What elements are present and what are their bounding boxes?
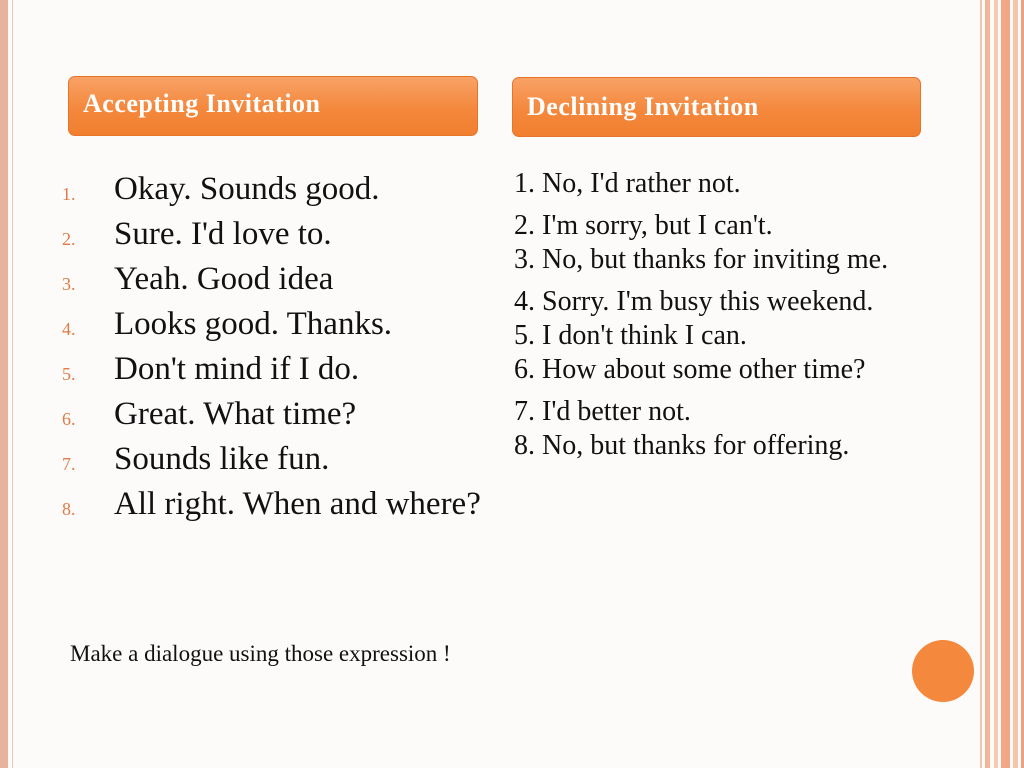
right-stripe-decoration <box>974 0 1024 768</box>
declining-line: 8. No, but thanks for offering. <box>514 430 850 461</box>
accepting-list <box>62 172 482 532</box>
list-number: 1. <box>62 184 76 204</box>
declining-line: 5. I don't think I can. <box>514 320 747 351</box>
declining-line: 7. I'd better not. <box>514 396 691 427</box>
list-item <box>62 307 482 342</box>
declining-group <box>514 209 894 277</box>
list-number: 7. <box>62 454 76 474</box>
left-border-decoration <box>0 0 8 768</box>
declining-group <box>514 395 894 463</box>
list-text: Sure. I'd love to. <box>114 216 332 252</box>
declining-invitation-header <box>512 77 921 137</box>
list-text: Looks good. Thanks. <box>114 306 393 342</box>
list-item <box>62 397 482 432</box>
left-border-line <box>12 0 13 768</box>
declining-group <box>514 167 894 201</box>
list-item <box>62 172 482 207</box>
orange-circle-decoration <box>912 640 974 702</box>
list-number: 6. <box>62 409 76 429</box>
declining-line: 3. No, but thanks for inviting me. <box>514 244 889 275</box>
list-item <box>62 217 482 252</box>
accepting-invitation-header <box>68 76 478 136</box>
accepting-header-label: Accepting Invitation <box>83 89 321 118</box>
declining-list <box>514 167 894 471</box>
declining-group <box>514 285 894 387</box>
list-text: All right. When and where? <box>114 486 481 522</box>
list-item <box>62 262 482 297</box>
list-number: 2. <box>62 229 76 249</box>
list-text: Great. What time? <box>114 396 357 432</box>
list-item <box>62 352 482 387</box>
list-item <box>62 442 482 477</box>
list-text: Sounds like fun. <box>114 441 330 477</box>
list-number: 8. <box>62 499 76 519</box>
declining-header-label: Declining Invitation <box>527 92 759 121</box>
list-number: 3. <box>62 274 76 294</box>
list-text: Yeah. Good idea <box>114 261 334 297</box>
instruction-text: Make a dialogue using those expression ! <box>70 641 451 666</box>
declining-line: 4. Sorry. I'm busy this weekend. <box>514 286 874 317</box>
list-number: 4. <box>62 319 76 339</box>
list-text: Okay. Sounds good. <box>114 171 380 207</box>
declining-line: 2. I'm sorry, but I can't. <box>514 210 773 241</box>
declining-line: 1. No, I'd rather not. <box>514 168 741 199</box>
list-item <box>62 487 482 522</box>
list-number: 5. <box>62 364 76 384</box>
declining-line: 6. How about some other time? <box>514 354 866 385</box>
list-text: Don't mind if I do. <box>114 351 360 387</box>
